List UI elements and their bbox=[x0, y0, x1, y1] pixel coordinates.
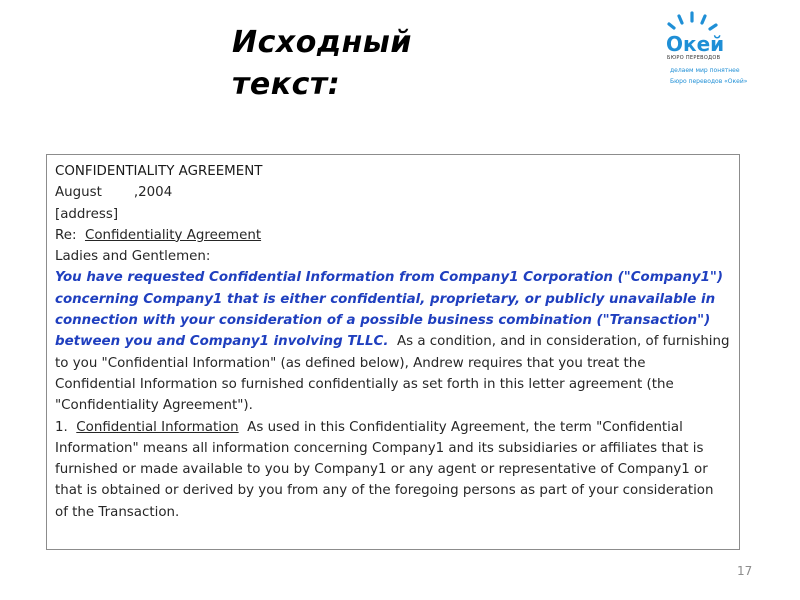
logo-bureau: Бюро переводов «Окей» bbox=[670, 78, 748, 85]
logo-tagline: делаем мир понятнее bbox=[670, 67, 740, 74]
paragraph-1-rest: As a condition, and in consideration, of furnishing to you "Confidential Information" (as defined below), Andrew requires that you treat the Confidential Information so furnished confidentially as set forth in this letter agreement (the "Confidentiality Agreement"). bbox=[55, 334, 730, 414]
re-label: Re: bbox=[55, 227, 77, 243]
document-date bbox=[55, 182, 730, 203]
section-1-text: As used in this Confidentiality Agreement, the term "Confidential Information" means all information concerning Company1 and its subsidiaries or affiliates that is furnished or made available to you by Company1 or any agent or representative of Company1 or that is obtained or derived by you from any of the foregoing persons as part of your consideration of the Transaction. bbox=[55, 419, 714, 520]
slide-title-line1: Исходный bbox=[232, 25, 412, 60]
document-section-1 bbox=[55, 417, 730, 523]
document-address: [address] bbox=[55, 206, 119, 222]
document-heading: CONFIDENTIALITY AGREEMENT bbox=[55, 164, 263, 179]
document-subject-line bbox=[55, 225, 730, 246]
logo-subtitle: БЮРО ПЕРЕВОДОВ bbox=[667, 55, 721, 61]
section-1-title: Confidential Information bbox=[76, 419, 239, 435]
section-1-number: 1. bbox=[55, 419, 68, 435]
logo-name: Окей bbox=[666, 32, 725, 56]
slide-title-line2: текст: bbox=[232, 67, 341, 102]
date-month: August bbox=[55, 185, 102, 201]
source-text-box bbox=[46, 154, 740, 550]
page-number: 17 bbox=[737, 564, 753, 578]
re-subject: Confidentiality Agreement bbox=[84, 227, 262, 243]
document-salutation: Ladies and Gentlemen: bbox=[55, 249, 211, 265]
date-year: ,2004 bbox=[133, 185, 173, 201]
document-paragraph-1 bbox=[55, 267, 730, 416]
highlighted-text: You have requested Confidential Information from Company1 Corporation ("Company1") concerning Company1 that is either confidential, proprietary, or publicly unavailable in connection with your consideration of a possible business combination ("Transaction") between you and Company1 involving TLLC. bbox=[55, 270, 723, 350]
slide-title bbox=[232, 22, 472, 106]
